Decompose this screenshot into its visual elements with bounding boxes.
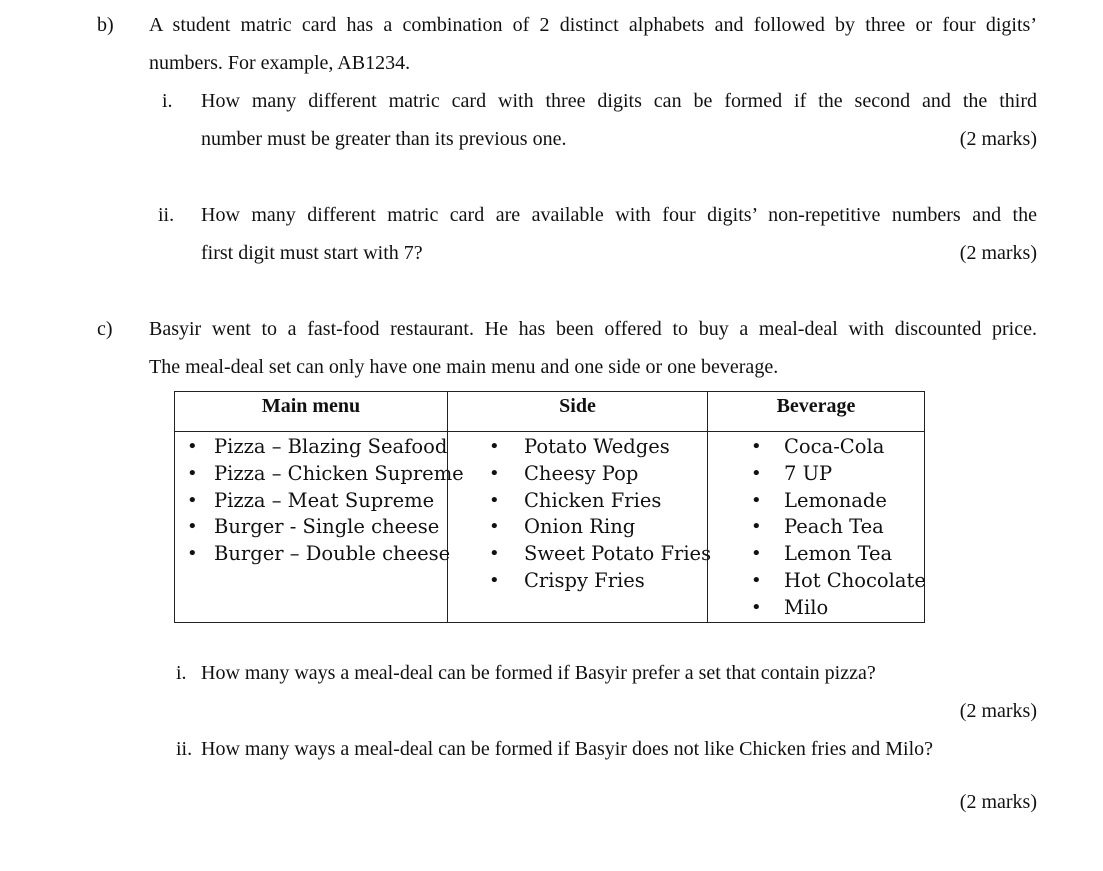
side-cell — [448, 432, 712, 623]
beverage-item: • Milo — [751, 595, 829, 619]
part-c-intro-line2: The meal-deal set can only have one main menu and one side or one beverage. — [149, 356, 779, 378]
part-b-q2-line1: How many different matric card are available with four digits’ non-repetitive numbers and the — [201, 204, 1037, 226]
bullet-icon: • — [489, 462, 500, 484]
part-b-q1-marks: (2 marks) — [959, 128, 1037, 150]
bullet-icon: • — [489, 543, 500, 565]
part-b-q2-label: ii. — [158, 204, 175, 226]
beverage-list — [708, 432, 924, 622]
part-b-q2-line2: first digit must start with 7? — [201, 242, 423, 264]
bullet-icon: • — [187, 516, 198, 538]
beverage-item: • Peach Tea — [751, 515, 884, 539]
side-item: • Potato Wedges — [489, 435, 670, 458]
part-c-q1-label: i. — [176, 662, 187, 684]
part-b-q1-label: i. — [162, 90, 173, 112]
bullet-icon: • — [489, 569, 500, 591]
part-c-q1-marks: (2 marks) — [959, 700, 1037, 722]
header-main-menu: Main menu — [175, 392, 448, 432]
part-b-q2-marks: (2 marks) — [959, 242, 1037, 264]
part-b-intro-line1: A student matric card has a combination of 2 distinct alphabets and followed by three or four digits’ — [149, 14, 1037, 36]
bullet-icon: • — [187, 543, 198, 565]
main-menu-cell — [175, 432, 464, 623]
main-menu-item: • Pizza – Chicken Supreme — [187, 461, 464, 485]
part-c-q2-text: How many ways a meal-deal can be formed if Basyir does not like Chicken fries and Milo? — [201, 738, 934, 760]
part-c-q2-marks: (2 marks) — [959, 791, 1037, 813]
main-menu-item: • Burger - Single cheese — [187, 515, 440, 539]
part-b-intro-line2: numbers. For example, AB1234. — [149, 52, 411, 74]
part-c-intro-line1: Basyir went to a fast-food restaurant. He has been offered to buy a meal-deal with discounted price. — [149, 318, 1037, 340]
side-item: • Crispy Fries — [489, 568, 645, 592]
bullet-icon: • — [751, 462, 762, 484]
beverage-item: • Lemonade — [751, 488, 887, 512]
bullet-icon: • — [751, 569, 762, 591]
side-item: • Chicken Fries — [489, 488, 662, 512]
bullet-icon: • — [187, 462, 198, 484]
bullet-icon: • — [751, 516, 762, 538]
header-beverage: Beverage — [708, 392, 925, 432]
beverage-item: • Hot Chocolate — [751, 568, 926, 592]
beverage-cell — [708, 432, 925, 623]
bullet-icon: • — [187, 436, 198, 457]
part-c-q2-label: ii. — [176, 738, 193, 760]
part-c-q1-text: How many ways a meal-deal can be formed if Basyir prefer a set that contain pizza? — [201, 662, 876, 684]
header-side: Side — [448, 392, 708, 432]
beverage-item: • Lemon Tea — [751, 542, 893, 566]
bullet-icon: • — [751, 436, 762, 457]
meal-deal-table — [174, 391, 925, 623]
bullet-icon: • — [187, 489, 198, 511]
part-c-label: c) — [97, 318, 113, 340]
beverage-item: • 7 UP — [751, 461, 833, 485]
side-list — [448, 432, 712, 595]
bullet-icon: • — [751, 543, 762, 565]
bullet-icon: • — [489, 436, 500, 457]
bullet-icon: • — [489, 489, 500, 511]
part-b-q1-line1: How many different matric card with three digits can be formed if the second and the third — [201, 90, 1037, 112]
side-item: • Cheesy Pop — [489, 461, 639, 485]
main-menu-list — [175, 432, 464, 568]
bullet-icon: • — [751, 596, 762, 618]
main-menu-item: • Pizza – Blazing Seafood — [187, 435, 448, 458]
main-menu-item: • Pizza – Meat Supreme — [187, 488, 435, 512]
part-b-q1-line2: number must be greater than its previous one. — [201, 128, 567, 150]
side-item: • Onion Ring — [489, 515, 636, 539]
main-menu-item: • Burger – Double cheese — [187, 542, 451, 566]
beverage-item: • Coca-Cola — [751, 435, 885, 458]
bullet-icon: • — [489, 516, 500, 538]
part-b-label: b) — [97, 14, 114, 36]
bullet-icon: • — [751, 489, 762, 511]
side-item: • Sweet Potato Fries — [489, 542, 712, 566]
